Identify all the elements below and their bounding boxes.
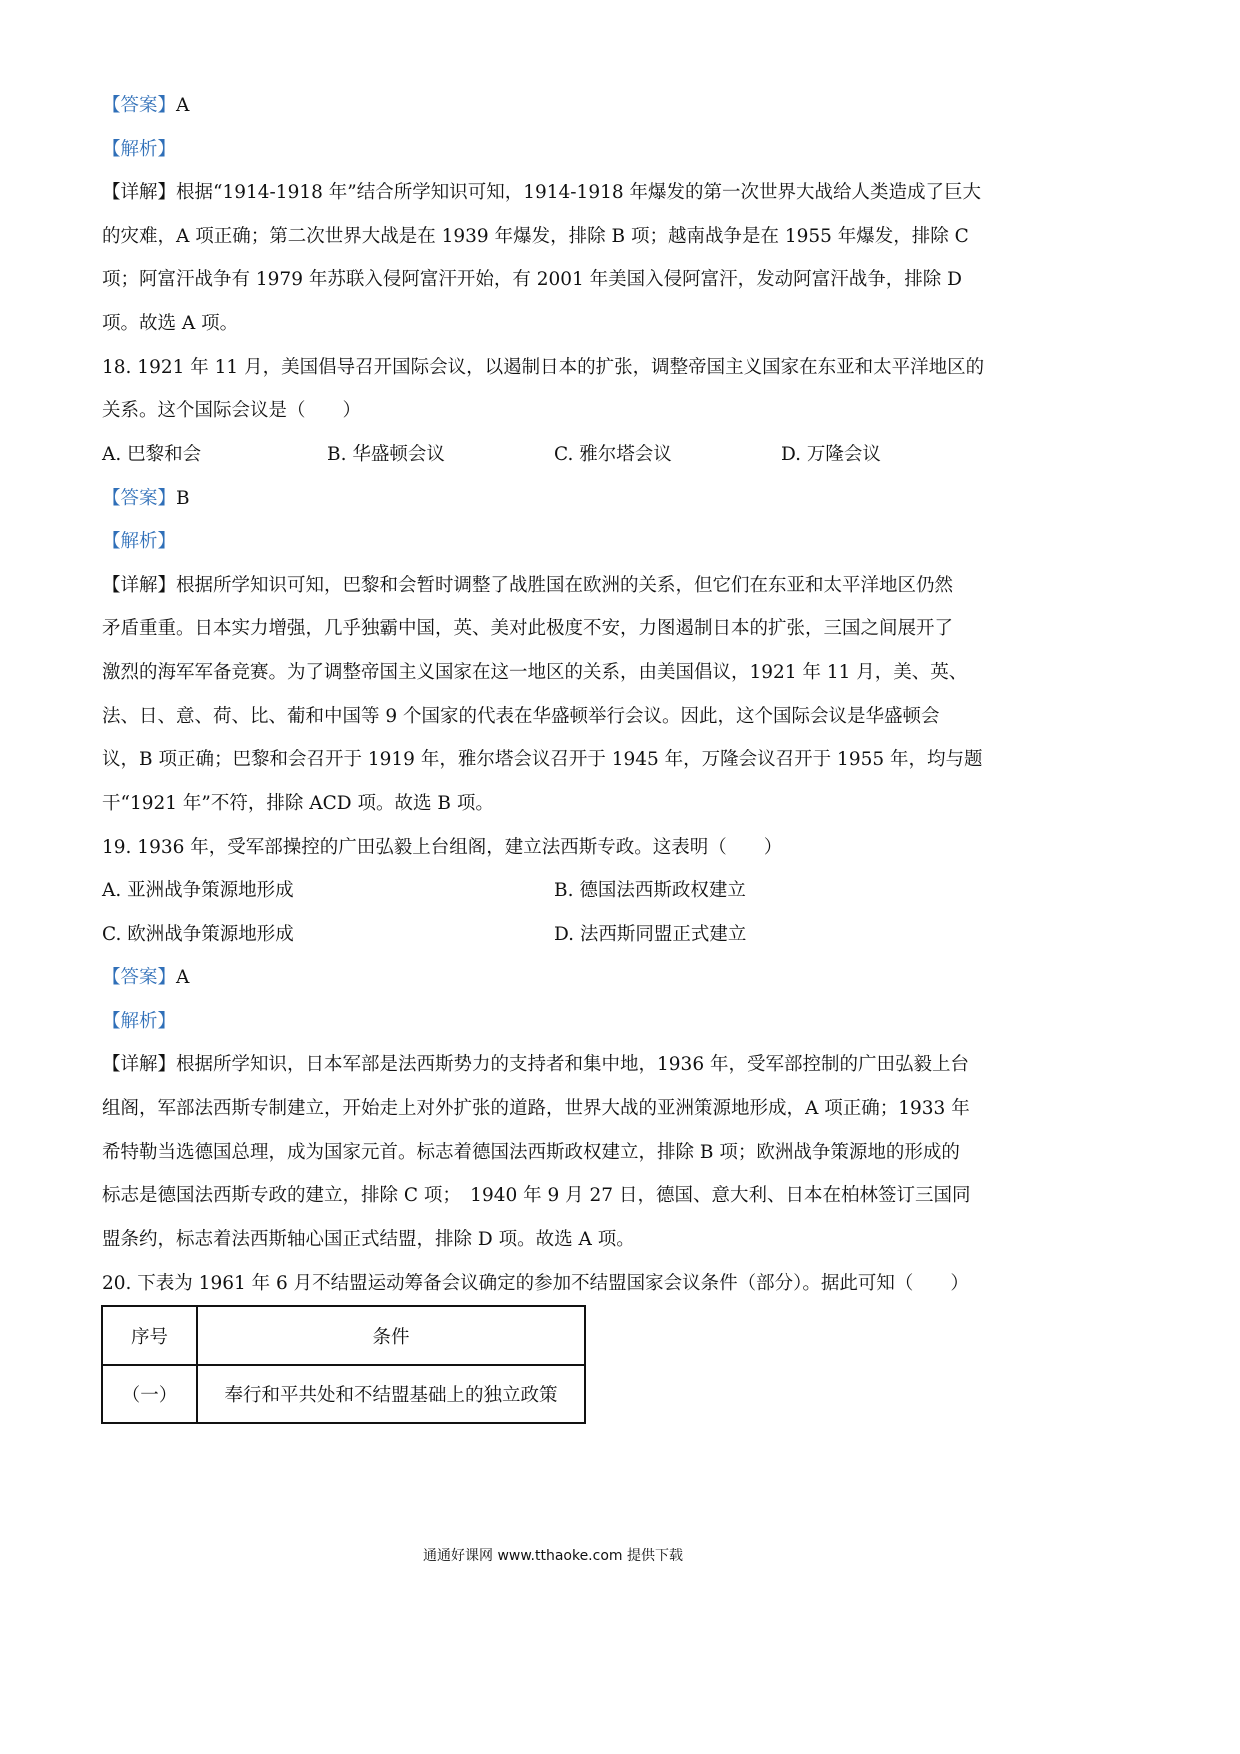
table-row (102, 1365, 585, 1423)
q19-option-d: D. 法西斯同盟正式建立 (554, 924, 747, 945)
table-cell: 奉行和平共处和不结盟基础上的独立政策 (197, 1365, 585, 1423)
q17-answer (102, 93, 189, 119)
answer-value: A (176, 967, 190, 988)
q20-stem: 20. 下表为 1961 年 6 月不结盟运动筹备会议确定的参加不结盟国家会议条件（部分）。据此可知（ ） (102, 1273, 969, 1294)
table-header-cell: 条件 (197, 1306, 585, 1365)
q19-detail-line: 【详解】根据所学知识，日本军部是法西斯势力的支持者和集中地，1936 年，受军部控制的广田弘毅上台 (102, 1054, 969, 1075)
detail-label: 【详解】 (102, 182, 177, 203)
q17-analysis-label: 【解析】 (102, 139, 177, 160)
detail-label: 【详解】 (102, 575, 177, 596)
q19-analysis-label: 【解析】 (102, 1011, 177, 1032)
q17-detail-line: 项；阿富汗战争有 1979 年苏联入侵阿富汗开始，有 2001 年美国入侵阿富汗，发动阿富汗战争，排除 D (102, 269, 962, 290)
q18-detail-line: 【详解】根据所学知识可知，巴黎和会暂时调整了战胜国在欧洲的关系，但它们在东亚和太平洋地区仍然 (102, 575, 954, 596)
table-header-cell: 序号 (102, 1306, 197, 1365)
q19-answer (102, 965, 189, 991)
q19-detail-line: 标志是德国法西斯专政的建立，排除 C 项； 1940 年 9 月 27 日，德国、意大利、日本在柏林签订三国同 (102, 1185, 971, 1206)
q19-option-a: A. 亚洲战争策源地形成 (102, 880, 294, 901)
q18-detail-line: 议，B 项正确；巴黎和会召开于 1919 年，雅尔塔会议召开于 1945 年，万隆会议召开于 1955 年，均与题 (102, 749, 983, 770)
q19-stem: 19. 1936 年，受军部操控的广田弘毅上台组阁，建立法西斯专政。这表明（ ） (102, 837, 783, 858)
q18-stem: 18. 1921 年 11 月，美国倡导召开国际会议，以遏制日本的扩张，调整帝国主义国家在东亚和太平洋地区的 (102, 357, 985, 378)
q19-option-b: B. 德国法西斯政权建立 (554, 880, 746, 901)
q18-answer (102, 486, 190, 512)
q19-detail-line: 盟条约，标志着法西斯轴心国正式结盟，排除 D 项。故选 A 项。 (102, 1229, 635, 1250)
q18-detail-line: 激烈的海军军备竞赛。为了调整帝国主义国家在这一地区的关系，由美国倡议，1921 年 11 月，美、英、 (102, 662, 968, 683)
q18-analysis-label: 【解析】 (102, 531, 177, 552)
q18-option-b: B. 华盛顿会议 (327, 444, 445, 465)
q19-detail-line: 组阁，军部法西斯专制建立，开始走上对外扩张的道路，世界大战的亚洲策源地形成，A 项正确；1933 年 (102, 1098, 970, 1119)
page-footer: 通通好课网 www.tthaoke.com 提供下载 (423, 1548, 683, 1564)
q18-option-a: A. 巴黎和会 (102, 444, 202, 465)
answer-value: A (176, 95, 190, 116)
answer-label: 【答案】 (102, 95, 177, 116)
answer-label: 【答案】 (102, 488, 177, 509)
table-cell: （一） (102, 1365, 197, 1423)
q17-detail-line: 项。故选 A 项。 (102, 313, 239, 334)
q18-stem: 关系。这个国际会议是（ ） (102, 400, 362, 421)
answer-label: 【答案】 (102, 967, 177, 988)
q17-detail-line: 【详解】根据“1914-1918 年”结合所学知识可知，1914-1918 年爆发的第一次世界大战给人类造成了巨大 (102, 182, 982, 203)
q18-option-d: D. 万隆会议 (781, 444, 881, 465)
q18-detail-line: 法、日、意、荷、比、葡和中国等 9 个国家的代表在华盛顿举行会议。因此，这个国际会议是华盛顿会 (102, 706, 940, 727)
q18-detail-line: 矛盾重重。日本实力增强，几乎独霸中国，英、美对此极度不安，力图遏制日本的扩张，三国之间展开了 (102, 618, 954, 639)
conditions-table (101, 1305, 586, 1424)
q18-option-c: C. 雅尔塔会议 (554, 444, 672, 465)
answer-value: B (176, 488, 190, 509)
q18-detail-line: 干“1921 年”不符，排除 ACD 项。故选 B 项。 (102, 793, 494, 814)
q19-detail-line: 希特勒当选德国总理，成为国家元首。标志着德国法西斯政权建立，排除 B 项；欧洲战争策源地的形成的 (102, 1142, 960, 1163)
q17-detail-line: 的灾难，A 项正确；第二次世界大战是在 1939 年爆发，排除 B 项；越南战争是在 1955 年爆发，排除 C (102, 226, 969, 247)
table-header-row (102, 1306, 585, 1365)
detail-label: 【详解】 (102, 1054, 177, 1075)
q19-option-c: C. 欧洲战争策源地形成 (102, 924, 294, 945)
